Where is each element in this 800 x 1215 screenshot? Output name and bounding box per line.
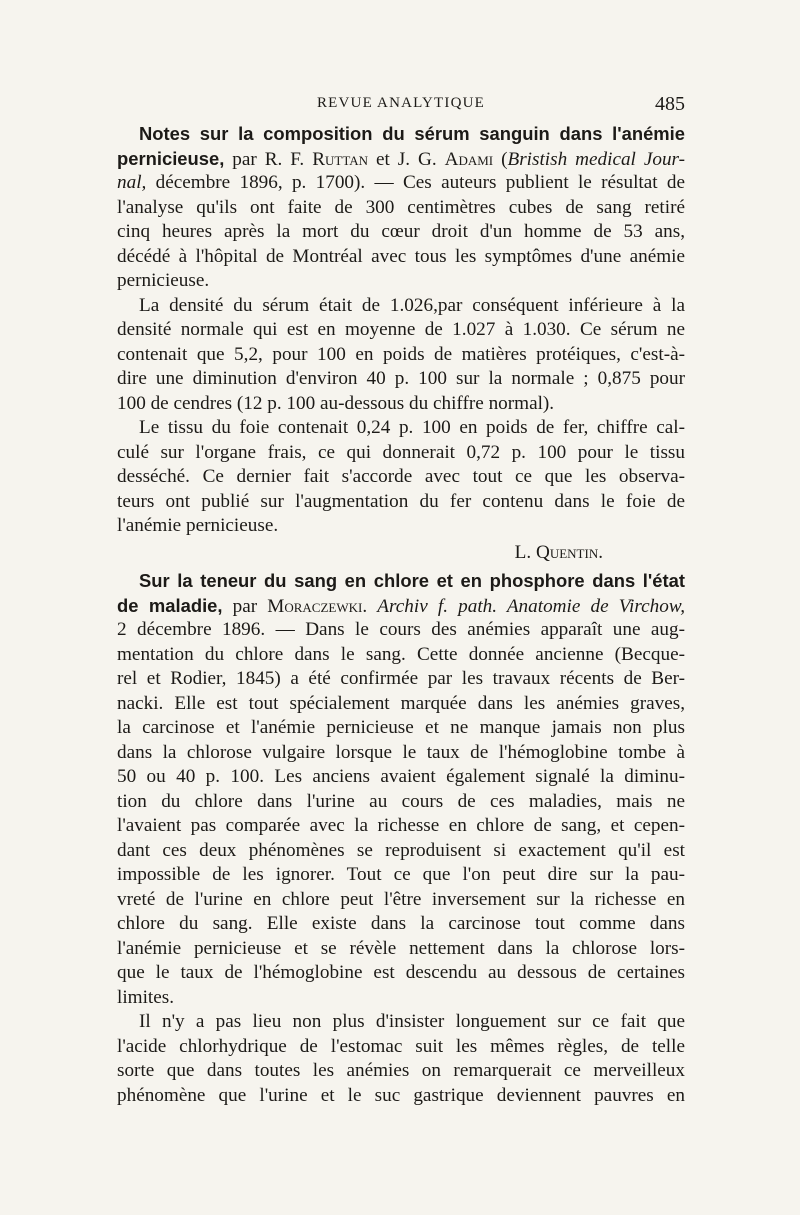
text-line: teurs ont publié sur l'augmentation du fer contenu dans le foie de: [117, 490, 685, 512]
running-head: REVUE ANALYTIQUE: [316, 95, 486, 111]
author-name: Adami: [444, 148, 494, 170]
text-line: de maladie, par Moraczewki. Archiv f. path. Anatomie de Virchow,: [117, 594, 686, 617]
text-line: nacki. Elle est tout spécialement marquée dans les anémies graves,: [117, 692, 685, 714]
text-line: 50 ou 40 p. 100. Les anciens avaient également signalé la diminu-: [117, 766, 685, 787]
text-line: 100 de cendres (12 p. 100 au-dessous du chiffre normal).: [117, 392, 555, 414]
text-line: sorte que dans toutes les anémies on remarquerait ce merveilleux: [117, 1060, 685, 1081]
text-line: l'avaient pas comparée avec la richesse en chlore de sang, et cepen-: [117, 815, 685, 836]
article-title-end: de maladie,: [117, 594, 223, 616]
text-line: décédé à l'hôpital de Montréal avec tous les symptômes d'une anémie: [117, 245, 685, 267]
page-number: 485: [655, 93, 685, 115]
article-title-end: pernicieuse,: [117, 147, 225, 169]
text-line: vreté de l'urine en chlore peut l'être inversement sur la richesse en: [117, 888, 685, 910]
text-line: l'anémie pernicieuse.: [117, 515, 279, 536]
page-header: [117, 93, 685, 123]
text-line: la carcinose et l'anémie pernicieuse et ne manque jamais non plus: [117, 717, 685, 738]
text-line: densité normale qui est en moyenne de 1.027 à 1.030. Ce sérum ne: [117, 319, 685, 340]
text-line: phénomène que l'urine et le suc gastrique deviennent pauvres en: [117, 1084, 685, 1106]
text-line: dant ces deux phénomènes se reproduisent si exactement qu'il est: [117, 839, 685, 861]
text-line: pernicieuse, par R. F. Ruttan et J. G. Adami (Bristish medical Jour-: [117, 147, 686, 170]
text-line: culé sur l'organe frais, ce qui donnerait 0,72 p. 100 pour le tissu: [117, 441, 685, 463]
text-line: l'anémie pernicieuse et se révèle nettement dans la chlorose lors-: [117, 937, 685, 959]
page-body: [117, 122, 685, 1108]
article-ruttan-adami: [117, 122, 685, 565]
text-line: que le taux de l'hémoglobine est descendu au dessous de certaines: [117, 962, 685, 983]
text-line: Le tissu du foie contenait 0,24 p. 100 en poids de fer, chiffre cal-: [139, 417, 685, 438]
article-moraczewki: [117, 569, 685, 1108]
text-line: tion du chlore dans l'urine au cours de ces maladies, mais ne: [117, 790, 685, 812]
text-line: desséché. Ce dernier fait s'accorde avec tout ce que les observa-: [117, 466, 685, 487]
text-line: cinq heures après la mort du cœur droit d'un homme de 53 ans,: [117, 221, 685, 242]
article-title: Sur la teneur du sang en chlore et en phosphore dans l'état: [139, 570, 685, 591]
text-line: l'analyse qu'ils ont faite de 300 centimètres cubes de sang retiré: [117, 196, 685, 218]
text-line: mentation du chlore dans le sang. Cette donnée ancienne (Becque-: [117, 643, 685, 665]
text-line: contenait que 5,2, pour 100 en poids de matières protéiques, c'est-à-: [117, 343, 685, 365]
signature: L. Quentin.: [514, 541, 603, 563]
journal-name: nal,: [117, 172, 147, 193]
journal-name: Archiv f. path. Anatomie de Virchow,: [377, 595, 686, 617]
article-title: Notes sur la composition du sérum sanguin dans l'anémie: [139, 123, 685, 144]
text-line: dans la chlorose vulgaire lorsque le taux de l'hémoglobine tombe à: [117, 741, 685, 763]
author-name: Moraczewki: [267, 595, 363, 617]
text-line: rel et Rodier, 1845) a été confirmée par les travaux récents de Ber-: [117, 668, 685, 689]
text-line: l'acide chlorhydrique de l'estomac suit les mêmes règles, de telle: [117, 1035, 685, 1057]
text-line: chlore du sang. Elle existe dans la carcinose tout comme dans: [117, 913, 685, 934]
text-line: pernicieuse.: [117, 270, 210, 291]
text-line: Il n'y a pas lieu non plus d'insister longuement sur ce fait que: [139, 1011, 685, 1032]
text-line: 2 décembre 1896. — Dans le cours des anémies apparaît une aug-: [117, 619, 685, 640]
journal-name: Bristish medical Jour-: [507, 148, 686, 170]
text-line: dire une diminution d'environ 40 p. 100 sur la normale ; 0,875 pour: [117, 368, 685, 389]
text-line: limites.: [117, 986, 175, 1008]
text-line: nal, décembre 1896, p. 1700). — Ces auteurs publient le résultat de: [117, 172, 685, 193]
text-line: [117, 569, 685, 594]
text-line: impossible de les ignorer. Tout ce que l'on peut dire sur la pau-: [117, 864, 685, 885]
author-name: Ruttan: [312, 148, 368, 170]
text-line: [117, 122, 685, 147]
text-line: La densité du sérum était de 1.026,par conséquent inférieure à la: [139, 294, 685, 316]
